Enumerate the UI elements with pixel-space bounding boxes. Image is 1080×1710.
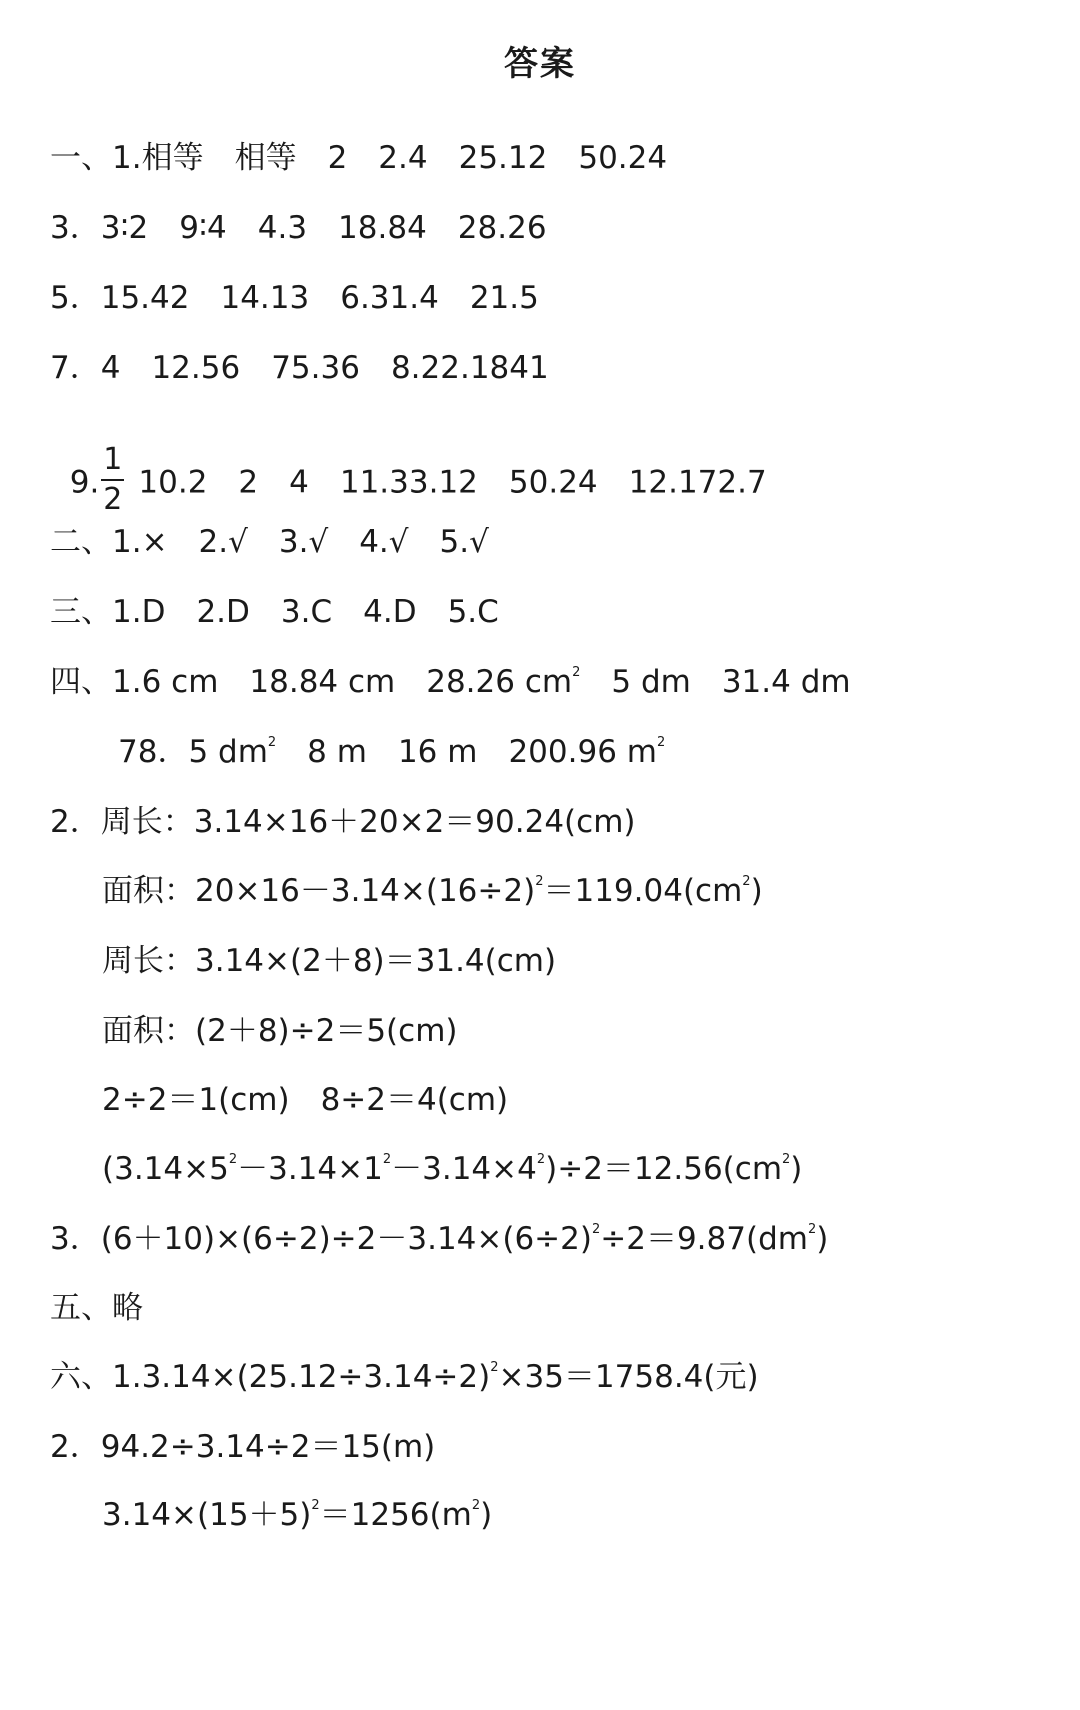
- line-part: ): [750, 873, 763, 909]
- answer-line-1: 一、1.相等 相等 2 2.4 25.12 50.24: [50, 140, 668, 176]
- answer-line-18: [50, 1359, 759, 1395]
- answer-line-16: [50, 1221, 829, 1257]
- line-suffix: 10.2 2 4 11.33.12 50.24 12.172.7: [138, 464, 767, 501]
- line-part: ＝1256(m: [319, 1497, 472, 1533]
- superscript: 2: [471, 1498, 481, 1513]
- superscript: 2: [742, 874, 751, 889]
- answer-line-10: 2．周长：3.14×16＋20×2＝90.24(cm): [50, 804, 636, 840]
- superscript: 2: [267, 735, 277, 750]
- line-part: 3．(6＋10)×(6÷2)÷2－3.14×(6÷2): [50, 1221, 592, 1257]
- answer-line-12: 周长：3.14×(2＋8)＝31.4(cm): [102, 943, 557, 979]
- page-title: 答案: [504, 44, 576, 84]
- line-part: 六、1.3.14×(25.12÷3.14÷2): [50, 1359, 491, 1395]
- answer-line-19: 2．94.2÷3.14÷2＝15(m): [50, 1429, 436, 1465]
- line-part: (3.14×5: [102, 1151, 229, 1187]
- line-part: ＝119.04(cm: [543, 873, 743, 909]
- line-part: 78．5 dm: [118, 734, 268, 770]
- answer-line-13: 面积：(2＋8)÷2＝5(cm): [102, 1013, 458, 1049]
- answer-line-20: [102, 1497, 493, 1533]
- fraction: [101, 442, 124, 517]
- answer-line-9: [118, 734, 666, 770]
- answer-line-4: 7．4 12.56 75.36 8.22.1841: [50, 350, 549, 386]
- line-part: ): [816, 1221, 829, 1257]
- answer-line-17: 五、略: [50, 1290, 143, 1326]
- line-part: 3.14×(15＋5): [102, 1497, 312, 1533]
- answer-line-8: [50, 664, 851, 700]
- answer-line-5: [50, 418, 767, 519]
- fraction-denominator: 2: [103, 482, 123, 517]
- superscript: 2: [228, 1152, 238, 1167]
- line-part: ×35＝1758.4(元): [498, 1359, 759, 1395]
- answer-line-3: 5．15.42 14.13 6.31.4 21.5: [50, 280, 539, 316]
- fraction-numerator: 1: [101, 445, 124, 481]
- line-part: 面积：20×16－3.14×(16÷2): [102, 873, 536, 909]
- answer-line-7: 三、1.D 2.D 3.C 4.D 5.C: [50, 594, 499, 630]
- line-part: ): [790, 1151, 803, 1187]
- line-part: ÷2＝9.87(dm: [600, 1221, 808, 1257]
- line-part: －3.14×4: [391, 1151, 537, 1187]
- superscript: 2: [591, 1222, 601, 1237]
- line-part: －3.14×1: [237, 1151, 383, 1187]
- superscript: 2: [656, 735, 666, 750]
- answer-line-14: 2÷2＝1(cm) 8÷2＝4(cm): [102, 1082, 509, 1118]
- line-prefix: 9.: [69, 464, 100, 501]
- line-part: )÷2＝12.56(cm: [545, 1151, 783, 1187]
- answer-line-6: 二、1.× 2.√ 3.√ 4.√ 5.√: [50, 524, 489, 560]
- superscript: 2: [535, 874, 544, 889]
- superscript: 2: [782, 1152, 791, 1167]
- line-part: 5 dm 31.4 dm: [580, 664, 851, 700]
- superscript: 2: [382, 1152, 392, 1167]
- answer-line-15: [102, 1151, 803, 1187]
- line-part: 8 m 16 m 200.96 m: [276, 734, 657, 770]
- superscript: 2: [311, 1498, 320, 1513]
- superscript: 2: [536, 1152, 546, 1167]
- superscript: 2: [807, 1222, 817, 1237]
- superscript: 2: [572, 665, 581, 680]
- answer-line-11: [102, 873, 763, 909]
- line-part: ): [480, 1497, 493, 1533]
- superscript: 2: [490, 1360, 499, 1375]
- answer-line-2: 3．3∶2 9∶4 4.3 18.84 28.26: [50, 210, 547, 246]
- line-part: 四、1.6 cm 18.84 cm 28.26 cm: [50, 664, 573, 700]
